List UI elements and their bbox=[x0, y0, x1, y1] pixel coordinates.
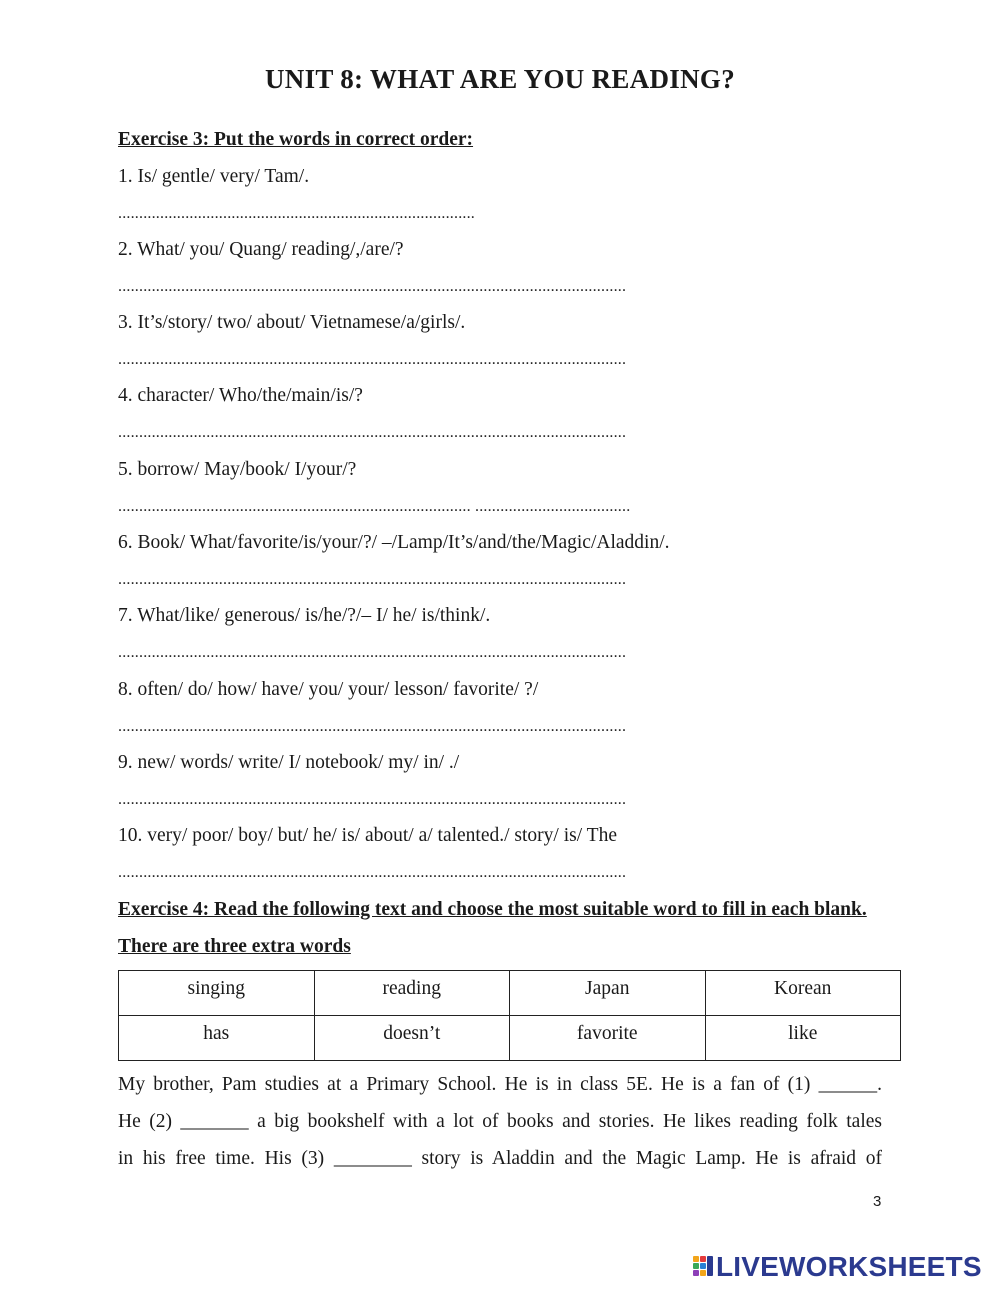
exercise4-heading: Exercise 4: Read the following text and choose the most suitable word to fill in each blank. There are three extra words bbox=[118, 899, 867, 957]
liveworksheets-logo-icon bbox=[692, 1254, 714, 1280]
word-box-cell: doesn’t bbox=[314, 1016, 510, 1061]
exercise3-item-7: 7. What/like/ generous/ is/he/?/– I/ he/ is/think/. bbox=[118, 605, 491, 626]
answer-line-6[interactable]: ......................................................................................................................... bbox=[118, 571, 627, 588]
exercise3-item-9: 9. new/ words/ write/ I/ notebook/ my/ in/ ./ bbox=[118, 752, 460, 773]
word-box-cell: singing bbox=[119, 971, 315, 1016]
exercise3-item-6: 6. Book/ What/favorite/is/your/?/ –/Lamp/It’s/and/the/Magic/Aladdin/. bbox=[118, 532, 670, 553]
answer-line-7[interactable]: ......................................................................................................................... bbox=[118, 644, 627, 661]
word-box-cell: like bbox=[705, 1016, 901, 1061]
answer-line-2[interactable]: ......................................................................................................................... bbox=[118, 278, 627, 295]
word-box-cell: favorite bbox=[510, 1016, 706, 1061]
word-box-cell: has bbox=[119, 1016, 315, 1061]
word-box-row bbox=[119, 1016, 901, 1061]
liveworksheets-brand[interactable] bbox=[692, 1252, 982, 1282]
page-title: UNIT 8: WHAT ARE YOU READING? bbox=[264, 64, 736, 94]
answer-line-9[interactable]: ......................................................................................................................... bbox=[118, 791, 627, 808]
page-number: 3 bbox=[873, 1193, 882, 1210]
answer-line-5[interactable]: .................................................................................... ..................................... bbox=[118, 498, 631, 515]
passage-line: My brother, Pam studies at a Primary School. He is in class 5E. He is a fan of (1) ______. bbox=[118, 1074, 882, 1095]
exercise3-item-5: 5. borrow/ May/book/ I/your/? bbox=[118, 459, 357, 480]
exercise3-item-2: 2. What/ you/ Quang/ reading/,/are/? bbox=[118, 239, 404, 260]
exercise3-item-1: 1. Is/ gentle/ very/ Tam/. bbox=[118, 166, 310, 187]
answer-line-1[interactable]: ..................................................................................... bbox=[118, 205, 475, 222]
passage-line: He (2) _______ a big bookshelf with a lot of books and stories. He likes reading folk tales bbox=[118, 1111, 882, 1132]
passage-line: in his free time. His (3) ________ story is Aladdin and the Magic Lamp. He is afraid of bbox=[118, 1148, 882, 1169]
reading-passage bbox=[118, 1066, 882, 1177]
exercise3-item-4: 4. character/ Who/the/main/is/? bbox=[118, 385, 363, 406]
answer-line-4[interactable]: ......................................................................................................................... bbox=[118, 424, 627, 441]
word-box-table bbox=[118, 970, 901, 1061]
exercise3-item-8: 8. often/ do/ how/ have/ you/ your/ lesson/ favorite/ ?/ bbox=[118, 679, 539, 700]
answer-line-10[interactable]: ......................................................................................................................... bbox=[118, 864, 627, 881]
liveworksheets-wordmark: LIVEWORKSHEETS bbox=[716, 1251, 982, 1282]
word-box-cell: Japan bbox=[510, 971, 706, 1016]
answer-line-8[interactable]: ......................................................................................................................... bbox=[118, 718, 627, 735]
word-box-row bbox=[119, 971, 901, 1016]
answer-line-3[interactable]: ......................................................................................................................... bbox=[118, 351, 627, 368]
word-box-cell: reading bbox=[314, 971, 510, 1016]
exercise3-item-3: 3. It’s/story/ two/ about/ Vietnamese/a/girls/. bbox=[118, 312, 466, 333]
word-box-cell: Korean bbox=[705, 971, 901, 1016]
exercise3-item-10: 10. very/ poor/ boy/ but/ he/ is/ about/ a/ talented./ story/ is/ The bbox=[118, 825, 617, 846]
exercise3-heading: Exercise 3: Put the words in correct order: bbox=[118, 129, 474, 150]
